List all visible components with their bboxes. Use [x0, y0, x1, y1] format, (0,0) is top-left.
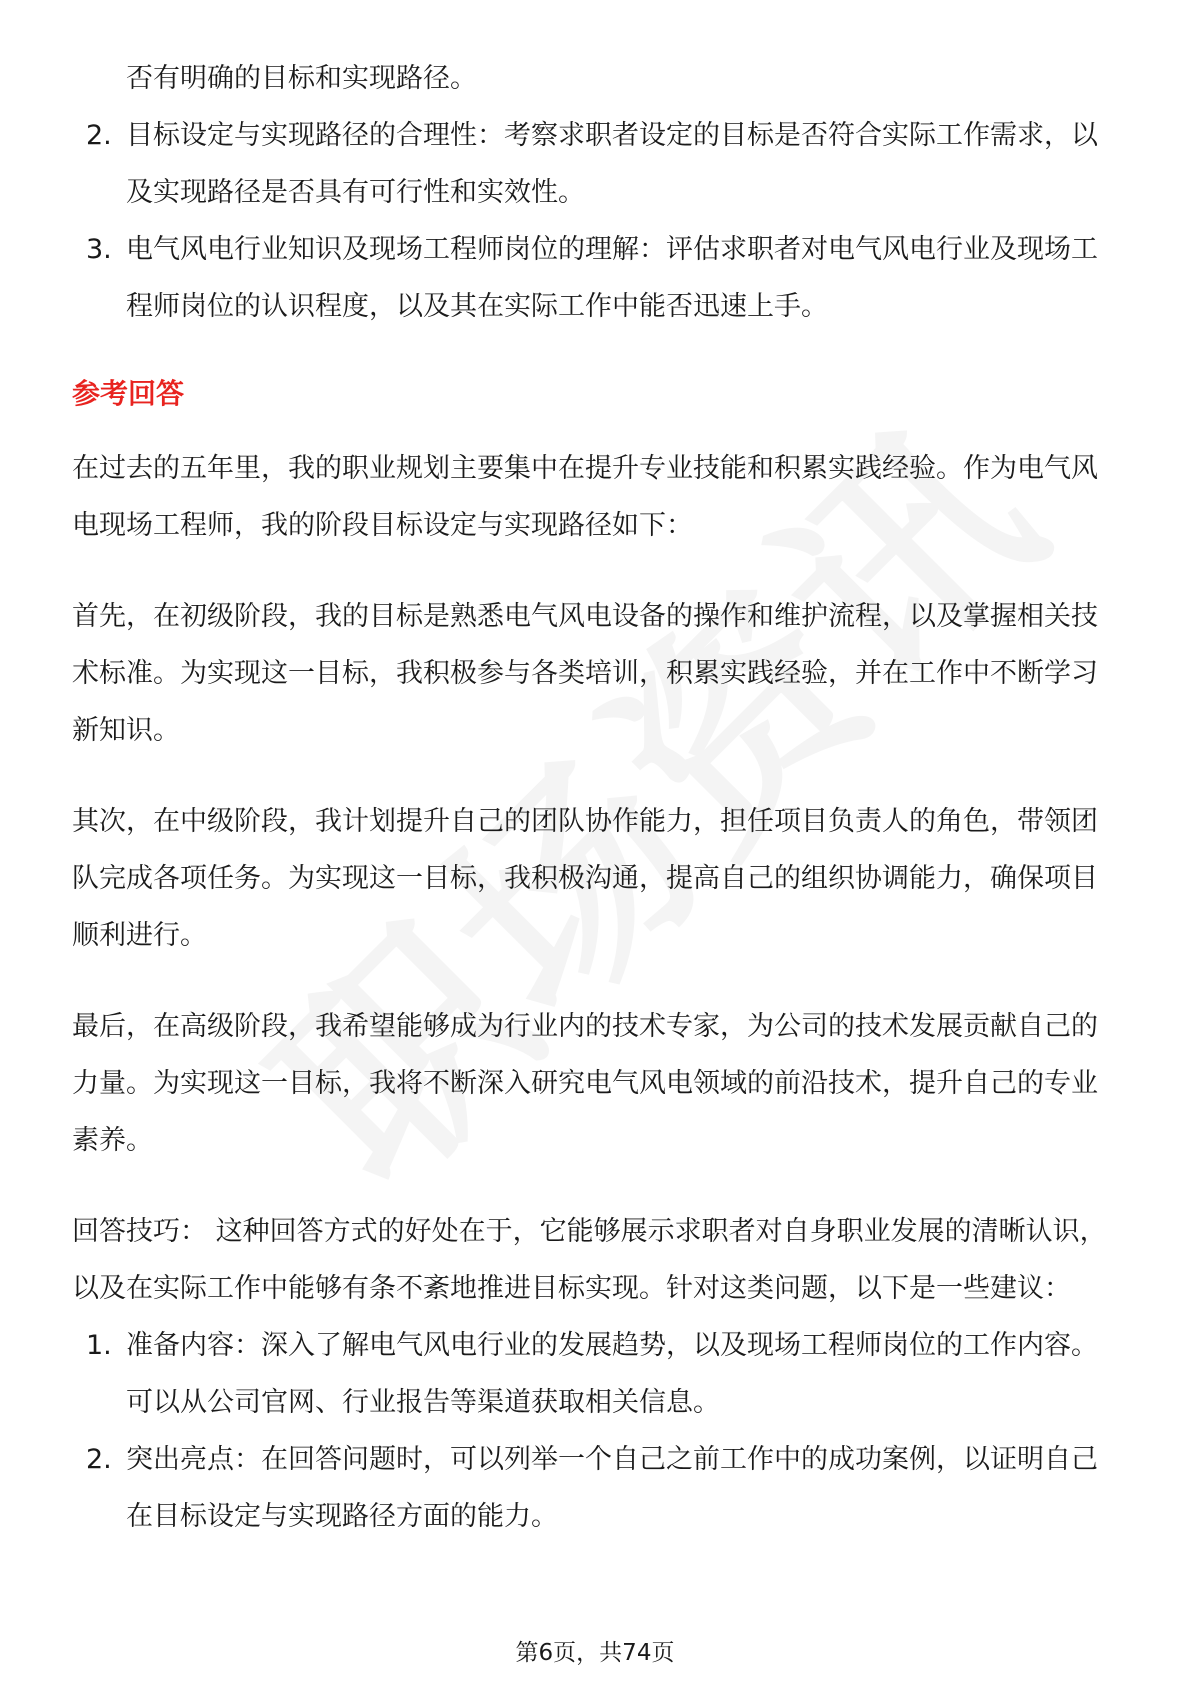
- page-number-footer: 第6页，共74页: [515, 1640, 675, 1666]
- paragraph: 在过去的五年里，我的职业规划主要集中在提升专业技能和积累实践经验。作为电气风电现场工程师，我的阶段目标设定与实现路径如下：: [72, 453, 1098, 541]
- list-item: [72, 1317, 1122, 1431]
- tips-list: [72, 1317, 1122, 1545]
- list-item-number: 2.: [86, 1444, 112, 1475]
- answer-tips-paragraph: 回答技巧： 这种回答方式的好处在于，它能够展示求职者对自身职业发展的清晰认识，以及在实际工作中能够有条不紊地推进目标实现。针对这类问题，以下是一些建议：: [72, 1216, 1107, 1304]
- list-item-number: 3.: [86, 234, 112, 265]
- paragraph: 其次，在中级阶段，我计划提升自己的团队协作能力，担任项目负责人的角色，带领团队完成各项任务。为实现这一目标，我积极沟通，提高自己的组织协调能力，确保项目顺利进行。: [72, 806, 1098, 951]
- paragraph: 最后，在高级阶段，我希望能够成为行业内的技术专家，为公司的技术发展贡献自己的力量。为实现这一目标，我将不断深入研究电气风电领域的前沿技术，提升自己的专业素养。: [72, 1011, 1098, 1156]
- list-item-number: 2.: [86, 120, 112, 151]
- paragraph: 首先，在初级阶段，我的目标是熟悉电气风电设备的操作和维护流程，以及掌握相关技术标准。为实现这一目标，我积极参与各类培训，积累实践经验，并在工作中不断学习新知识。: [72, 601, 1098, 746]
- list-item: [72, 1431, 1122, 1545]
- page-content: [72, 50, 1122, 1545]
- evaluation-criteria-list: [72, 107, 1122, 335]
- list-item-continuation: 否有明确的目标和实现路径。: [126, 63, 477, 94]
- section-heading: 参考回答: [72, 377, 185, 410]
- list-item: [72, 107, 1122, 221]
- list-item-text: 目标设定与实现路径的合理性：考察求职者设定的目标是否符合实际工作需求，以及实现路径是否具有可行性和实效性。: [126, 120, 1098, 208]
- list-item-text: 电气风电行业知识及现场工程师岗位的理解：评估求职者对电气风电行业及现场工程师岗位的认识程度，以及其在实际工作中能否迅速上手。: [126, 234, 1098, 322]
- list-item-number: 1.: [86, 1330, 112, 1361]
- list-item: [72, 221, 1122, 335]
- list-item-text: 突出亮点：在回答问题时，可以列举一个自己之前工作中的成功案例，以证明自己在目标设定与实现路径方面的能力。: [126, 1444, 1098, 1532]
- list-item-text: 准备内容：深入了解电气风电行业的发展趋势，以及现场工程师岗位的工作内容。可以从公司官网、行业报告等渠道获取相关信息。: [126, 1330, 1098, 1418]
